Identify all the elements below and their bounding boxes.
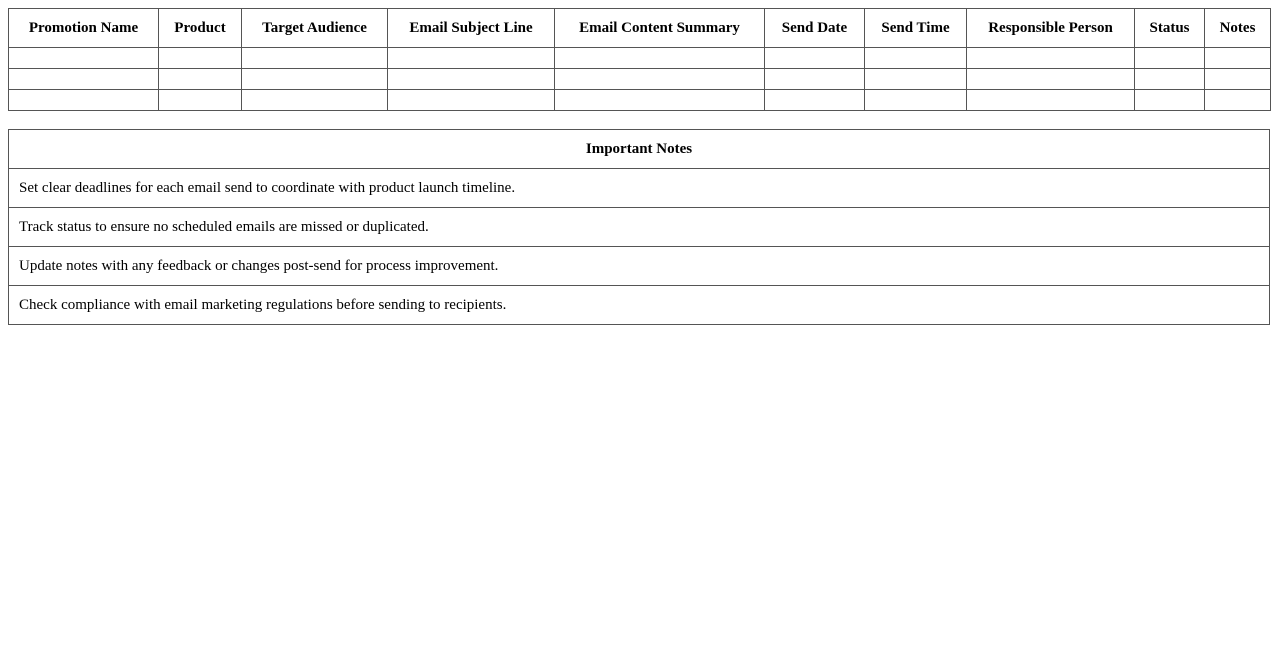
cell-status[interactable] [1135, 48, 1205, 69]
cell-notes[interactable] [1205, 69, 1271, 90]
note-row [9, 208, 1270, 247]
cell-notes[interactable] [1205, 48, 1271, 69]
notes-table-body [9, 169, 1270, 325]
cell-email-content-summary[interactable] [555, 90, 765, 111]
notes-table-header [9, 130, 1270, 169]
cell-responsible-person[interactable] [967, 69, 1135, 90]
table-row [9, 48, 1271, 69]
cell-send-time[interactable] [865, 69, 967, 90]
column-header-notes: Notes [1205, 9, 1271, 48]
cell-send-time[interactable] [865, 48, 967, 69]
table-row [9, 90, 1271, 111]
column-header-promotion-name: Promotion Name [9, 9, 159, 48]
cell-target-audience[interactable] [242, 48, 388, 69]
cell-status[interactable] [1135, 69, 1205, 90]
cell-product[interactable] [159, 69, 242, 90]
cell-product[interactable] [159, 90, 242, 111]
header-row [9, 9, 1271, 48]
note-row [9, 247, 1270, 286]
cell-email-subject-line[interactable] [388, 48, 555, 69]
schedule-table-header [9, 9, 1271, 48]
cell-responsible-person[interactable] [967, 48, 1135, 69]
cell-send-date[interactable] [765, 48, 865, 69]
cell-promotion-name[interactable] [9, 90, 159, 111]
cell-product[interactable] [159, 48, 242, 69]
column-header-send-time: Send Time [865, 9, 967, 48]
column-header-send-date: Send Date [765, 9, 865, 48]
note-row [9, 286, 1270, 325]
note-item: Check compliance with email marketing regulations before sending to recipients. [9, 286, 1270, 325]
cell-email-content-summary[interactable] [555, 69, 765, 90]
cell-send-date[interactable] [765, 90, 865, 111]
notes-title: Important Notes [9, 130, 1270, 169]
email-schedule-table [8, 8, 1271, 111]
column-header-target-audience: Target Audience [242, 9, 388, 48]
cell-send-time[interactable] [865, 90, 967, 111]
column-header-email-subject-line: Email Subject Line [388, 9, 555, 48]
cell-notes[interactable] [1205, 90, 1271, 111]
column-header-status: Status [1135, 9, 1205, 48]
note-item: Set clear deadlines for each email send to coordinate with product launch timeline. [9, 169, 1270, 208]
cell-responsible-person[interactable] [967, 90, 1135, 111]
table-row [9, 69, 1271, 90]
cell-status[interactable] [1135, 90, 1205, 111]
schedule-table-body [9, 48, 1271, 111]
note-item: Track status to ensure no scheduled emails are missed or duplicated. [9, 208, 1270, 247]
column-header-email-content-summary: Email Content Summary [555, 9, 765, 48]
cell-email-content-summary[interactable] [555, 48, 765, 69]
cell-email-subject-line[interactable] [388, 90, 555, 111]
column-header-product: Product [159, 9, 242, 48]
cell-target-audience[interactable] [242, 69, 388, 90]
cell-promotion-name[interactable] [9, 48, 159, 69]
notes-header-row [9, 130, 1270, 169]
cell-email-subject-line[interactable] [388, 69, 555, 90]
column-header-responsible-person: Responsible Person [967, 9, 1135, 48]
cell-target-audience[interactable] [242, 90, 388, 111]
note-row [9, 169, 1270, 208]
cell-send-date[interactable] [765, 69, 865, 90]
important-notes-table [8, 129, 1270, 325]
note-item: Update notes with any feedback or changes post-send for process improvement. [9, 247, 1270, 286]
cell-promotion-name[interactable] [9, 69, 159, 90]
